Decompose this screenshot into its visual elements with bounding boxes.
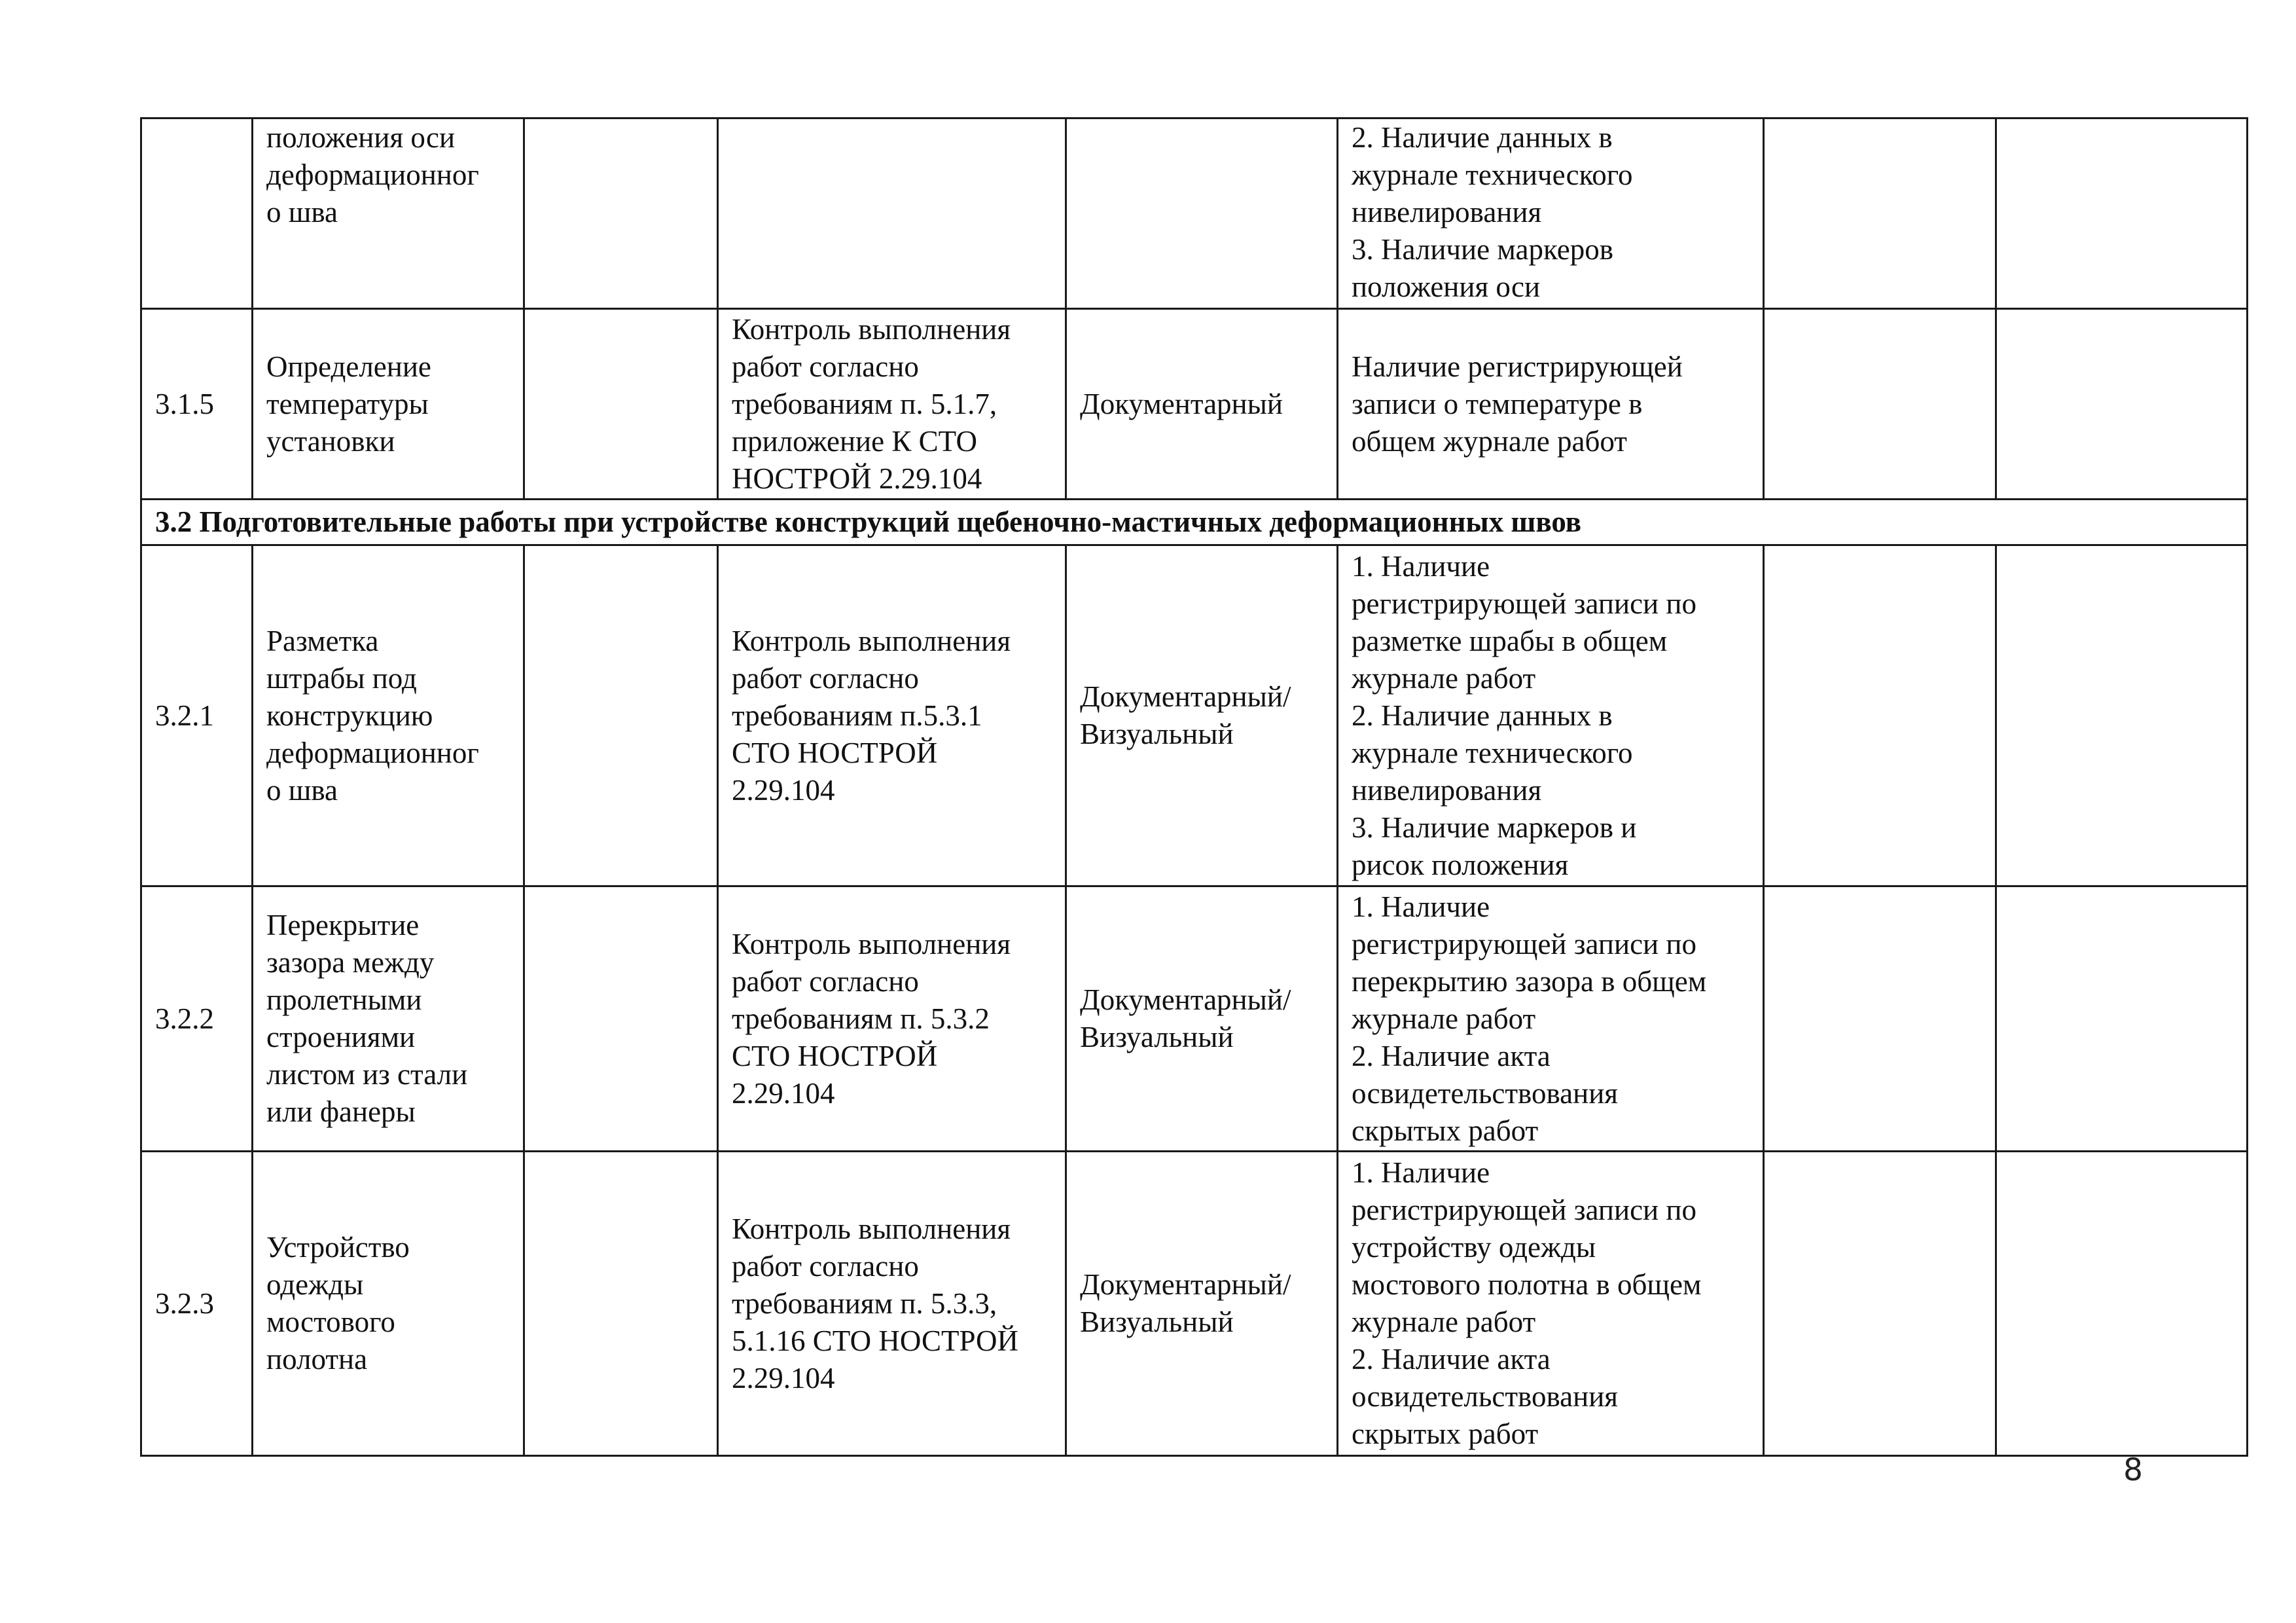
row-number-cell	[141, 119, 253, 309]
empty-cell	[1996, 545, 2248, 886]
section-title: 3.2 Подготовительные работы при устройстве конструкций щебеночно-мастичных деформационных швов	[141, 500, 2248, 545]
work-name-cell: Перекрытие зазора между пролетными строениями листом из стали или фанеры	[253, 886, 524, 1152]
control-method-cell: Документарный/ Визуальный	[1066, 886, 1338, 1152]
work-name-cell: Устройство одежды мостового полотна	[253, 1152, 524, 1456]
control-method-cell: Документарный/ Визуальный	[1066, 545, 1338, 886]
work-name-cell: Разметка штрабы под конструкцию деформационног о шва	[253, 545, 524, 886]
criteria-cell: 2. Наличие данных в журнале технического нивелирования 3. Наличие маркеров положения оси	[1338, 119, 1764, 309]
criteria-cell: Наличие регистрирующей записи о температуре в общем журнале работ	[1338, 309, 1764, 500]
requirements-cell: Контроль выполнения работ согласно требованиям п. 5.3.3, 5.1.16 СТО НОСТРОЙ 2.29.104	[718, 1152, 1066, 1456]
table-row	[141, 886, 2248, 1152]
work-name-cell: Определение температуры установки	[253, 309, 524, 500]
empty-cell	[1764, 545, 1996, 886]
empty-cell	[524, 886, 718, 1152]
row-number-cell: 3.2.3	[141, 1152, 253, 1456]
row-number-cell: 3.2.1	[141, 545, 253, 886]
criteria-cell: 1. Наличие регистрирующей записи по перекрытию зазора в общем журнале работ 2. Наличие акта освидетельствования скрытых работ	[1338, 886, 1764, 1152]
empty-cell	[524, 1152, 718, 1456]
empty-cell	[524, 545, 718, 886]
requirements-cell: Контроль выполнения работ согласно требованиям п. 5.1.7, приложение К СТО НОСТРОЙ 2.29.104	[718, 309, 1066, 500]
section-row	[141, 500, 2248, 545]
criteria-cell: 1. Наличие регистрирующей записи по разметке шрабы в общем журнале работ 2. Наличие данных в журнале технического нивелирования 3. Наличие маркеров и рисок положения	[1338, 545, 1764, 886]
inspection-table	[140, 117, 2248, 1457]
empty-cell	[1764, 309, 1996, 500]
empty-cell	[1996, 309, 2248, 500]
empty-cell	[1764, 119, 1996, 309]
control-method-cell	[1066, 119, 1338, 309]
table-row	[141, 545, 2248, 886]
empty-cell	[524, 119, 718, 309]
criteria-cell: 1. Наличие регистрирующей записи по устройству одежды мостового полотна в общем журнале работ 2. Наличие акта освидетельствования скрытых работ	[1338, 1152, 1764, 1456]
requirements-cell: Контроль выполнения работ согласно требованиям п. 5.3.2 СТО НОСТРОЙ 2.29.104	[718, 886, 1066, 1152]
empty-cell	[1996, 119, 2248, 309]
control-method-cell: Документарный/ Визуальный	[1066, 1152, 1338, 1456]
work-name-cell: положения оси деформационног о шва	[253, 119, 524, 309]
table-row	[141, 119, 2248, 309]
requirements-cell: Контроль выполнения работ согласно требованиям п.5.3.1 СТО НОСТРОЙ 2.29.104	[718, 545, 1066, 886]
empty-cell	[524, 309, 718, 500]
empty-cell	[1764, 886, 1996, 1152]
empty-cell	[1764, 1152, 1996, 1456]
control-method-cell: Документарный	[1066, 309, 1338, 500]
empty-cell	[1996, 1152, 2248, 1456]
page-number: 8	[2123, 1452, 2143, 1488]
row-number-cell: 3.2.2	[141, 886, 253, 1152]
row-number-cell: 3.1.5	[141, 309, 253, 500]
empty-cell	[1996, 886, 2248, 1152]
table-row	[141, 1152, 2248, 1456]
requirements-cell	[718, 119, 1066, 309]
table-row	[141, 309, 2248, 500]
